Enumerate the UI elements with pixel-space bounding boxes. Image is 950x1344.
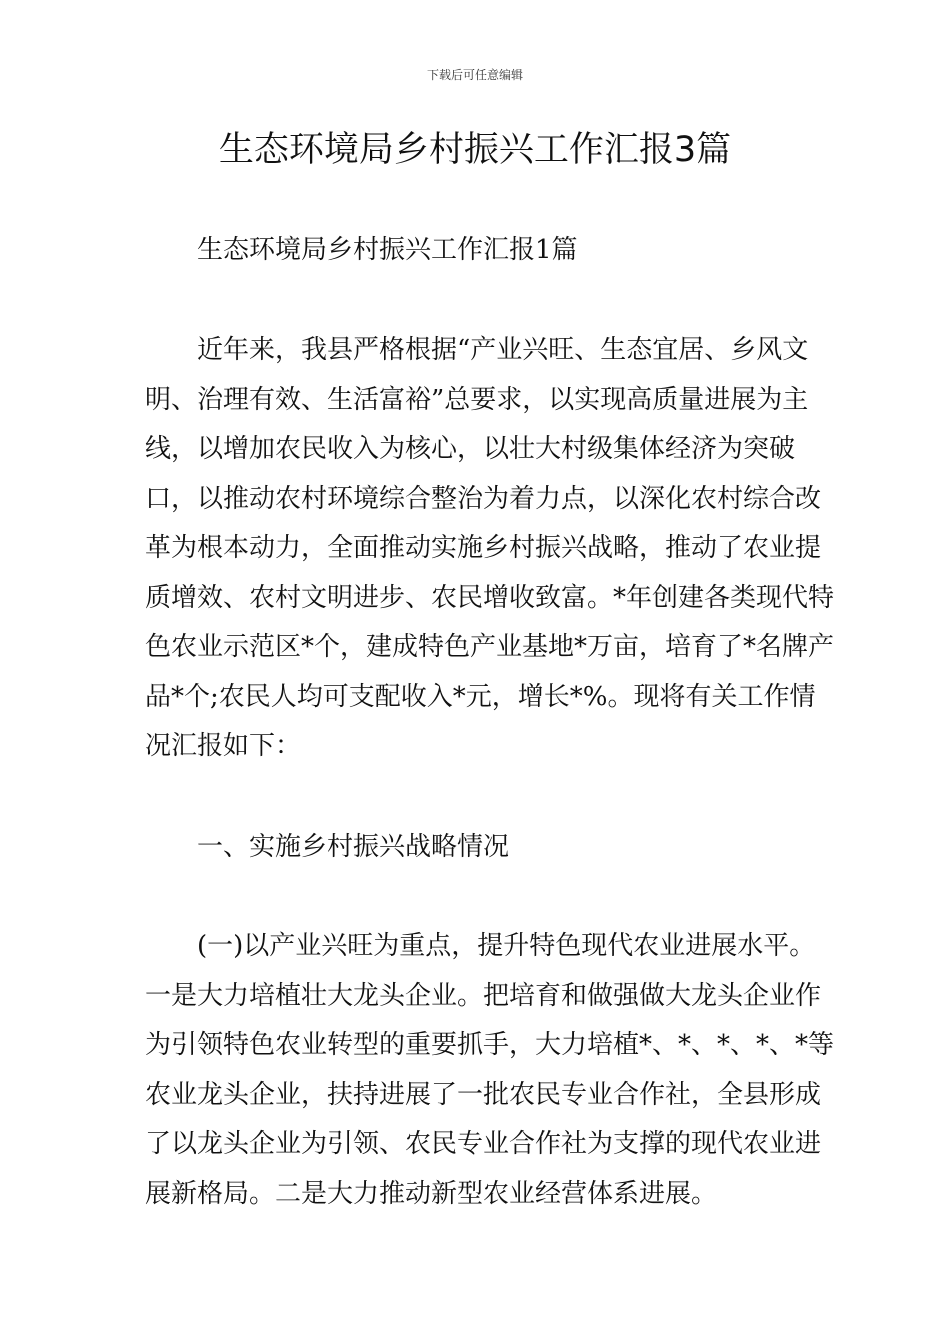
- section-heading: 一、实施乡村振兴战略情况: [197, 832, 510, 862]
- document-subtitle: 生态环境局乡村振兴工作汇报1篇: [197, 235, 578, 265]
- document-title: 生态环境局乡村振兴工作汇报3篇: [218, 130, 732, 170]
- paragraph-industry: (一)以产业兴旺为重点，提升特色现代农业进展水平。一是大力培植壮大龙头企业。把培育和做强做大龙头企业作为引领特色农业转型的重要抓手，大力培植*、*、*、*、*等农业龙头企业，扶持进展了一批农民专业合作社，全县形成了以龙头企业为引领、农民专业合作社为支撑的现代农业进展新格局。二是大力推动新型农业经营体系进展。: [145, 931, 835, 1209]
- header-note: 下载后可任意编辑: [426, 68, 523, 82]
- paragraph-intro: 近年来，我县严格根据“产业兴旺、生态宜居、乡风文明、治理有效、生活富裕”总要求，以实现高质量进展为主线，以增加农民收入为核心，以壮大村级集体经济为突破口，以推动农村环境综合整治为着力点，以深化农村综合改革为根本动力，全面推动实施乡村振兴战略，推动了农业提质增效、农村文明进步、农民增收致富。*年创建各类现代特色农业示范区*个，建成特色产业基地*万亩，培育了*名牌产品*个;农民人均可支配收入*元，增长*%。现将有关工作情况汇报如下：: [145, 335, 835, 761]
